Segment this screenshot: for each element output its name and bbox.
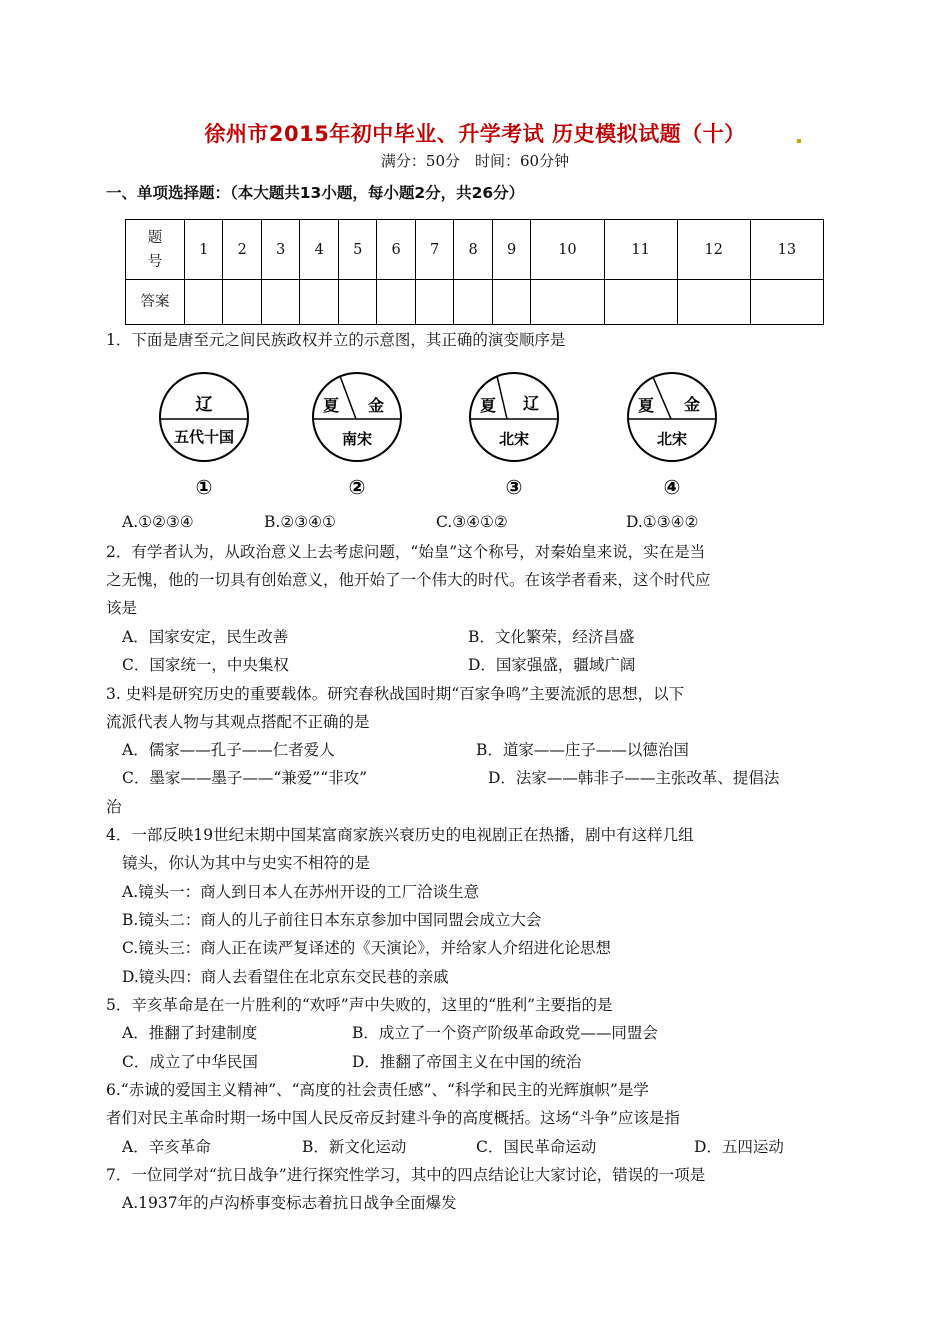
q1-option-c[interactable]: C.③④①② [436, 513, 508, 531]
answer-cell[interactable] [261, 280, 299, 325]
answer-cell[interactable] [531, 280, 604, 325]
region-bottom: 五代十国 [173, 428, 235, 446]
region-right: 辽 [522, 394, 540, 413]
region-bottom: 南宋 [341, 430, 373, 448]
q4-option-d[interactable]: D.镜头四：商人去看望住在北京东交民巷的亲戚 [122, 968, 449, 986]
number-cell: 11 [604, 220, 677, 280]
diagram-marker: ③ [505, 475, 523, 499]
q3-option-b[interactable]: B．道家——庄子——以德治国 [476, 741, 689, 759]
q5-option-a[interactable]: A．推翻了封建制度 [122, 1024, 258, 1042]
number-cell: 5 [338, 220, 376, 280]
header-label-b: 号 [147, 253, 163, 270]
answer-cell[interactable] [454, 280, 492, 325]
number-cell: 13 [750, 220, 823, 280]
region-right: 金 [367, 396, 385, 415]
yellow-mark [797, 139, 801, 143]
q2-option-b[interactable]: B．文化繁荣，经济昌盛 [468, 628, 635, 646]
number-cell: 8 [454, 220, 492, 280]
q1-option-a[interactable]: A.①②③④ [122, 513, 194, 531]
q3-stem-line2: 流派代表人物与其观点搭配不正确的是 [106, 713, 370, 731]
region-bottom: 北宋 [498, 430, 530, 448]
diagram-divider [497, 376, 507, 419]
q6-stem-line2: 者们对民主革命时期一场中国人民反帝反封建斗争的高度概括。这场“斗争”应该是指 [106, 1109, 680, 1127]
diagram-divider [653, 377, 671, 419]
q4-stem-line1: 4．一部反映19世纪末期中国某富商家族兴衰历史的电视剧正在热播，剧中有这样几组 [106, 826, 694, 844]
number-cell: 7 [415, 220, 453, 280]
q7-option-a[interactable]: A.1937年的卢沟桥事变标志着抗日战争全面爆发 [122, 1194, 457, 1212]
answer-table [125, 219, 824, 325]
q6-option-b[interactable]: B．新文化运动 [302, 1138, 407, 1156]
q6-stem-line1: 6.“赤诚的爱国主义精神”、“高度的社会责任感”、“科学和民主的光辉旗帜”是学 [106, 1081, 649, 1099]
q4-option-a[interactable]: A.镜头一：商人到日本人在苏州开设的工厂洽谈生意 [122, 883, 480, 901]
diagram-1 [157, 368, 253, 504]
diagram-marker: ① [195, 475, 213, 499]
header-cell [126, 220, 185, 280]
q2-option-a[interactable]: A．国家安定，民生改善 [122, 628, 289, 646]
q3-option-d-continued: 治 [106, 798, 122, 816]
q5-option-b[interactable]: B．成立了一个资产阶级革命政党——同盟会 [352, 1024, 658, 1042]
number-cell: 3 [261, 220, 299, 280]
header-label-a: 题 [147, 229, 163, 246]
answer-cell[interactable] [492, 280, 530, 325]
q1-option-b[interactable]: B.②③④① [264, 513, 336, 531]
answer-cell[interactable] [185, 280, 223, 325]
q5-option-c[interactable]: C．成立了中华民国 [122, 1053, 258, 1071]
section-heading: 一、单项选择题：（本大题共13小题，每小题2分，共26分） [106, 184, 525, 202]
q4-option-c[interactable]: C.镜头三：商人正在读严复译述的《天演论》，并给家人介绍进化论思想 [122, 939, 611, 957]
region-left: 夏 [322, 396, 340, 415]
answer-cell[interactable] [338, 280, 376, 325]
diagram-2 [310, 368, 406, 504]
answer-cell[interactable] [377, 280, 415, 325]
diagram-4 [625, 368, 721, 504]
q2-stem-line3: 该是 [106, 599, 138, 617]
diagram-marker: ④ [663, 475, 681, 499]
q3-option-d[interactable]: D．法家——韩非子——主张改革、提倡法 [488, 769, 780, 787]
region-left: 夏 [479, 396, 497, 415]
q2-option-c[interactable]: C．国家统一，中央集权 [122, 656, 289, 674]
diagram-circle [160, 373, 248, 461]
q2-stem-line1: 2．有学者认为，从政治意义上去考虑问题，“始皇”这个称号，对秦始皇来说，实在是当 [106, 543, 706, 561]
q6-option-d[interactable]: D．五四运动 [694, 1138, 784, 1156]
answer-cell[interactable] [750, 280, 823, 325]
q1-option-d[interactable]: D.①③④② [626, 513, 699, 531]
answer-cell[interactable] [300, 280, 338, 325]
q7-stem: 7．一位同学对“抗日战争”进行探究性学习，其中的四点结论让大家讨论，错误的一项是 [106, 1166, 706, 1184]
number-cell: 10 [531, 220, 604, 280]
diagram-3 [467, 368, 563, 504]
q3-option-c[interactable]: C．墨家——墨子——“兼爱”“非攻” [122, 769, 368, 787]
region-right: 金 [683, 395, 701, 414]
region-top: 辽 [195, 395, 213, 415]
q4-stem-line2: 镜头，你认为其中与史实不相符的是 [122, 854, 371, 872]
q6-option-a[interactable]: A．辛亥革命 [122, 1138, 211, 1156]
number-cell: 4 [300, 220, 338, 280]
q3-option-a[interactable]: A．儒家——孔子——仁者爱人 [122, 741, 335, 759]
q2-stem-line2: 之无愧，他的一切具有创始意义，他开始了一个伟大的时代。在该学者看来，这个时代应 [106, 571, 711, 589]
q3-stem-line1: 3. 史料是研究历史的重要载体。研究春秋战国时期“百家争鸣”主要流派的思想，以下 [106, 685, 685, 703]
diagram-divider [340, 376, 356, 419]
number-cell: 1 [185, 220, 223, 280]
q2-option-d[interactable]: D．国家强盛，疆域广阔 [468, 656, 636, 674]
number-cell: 2 [223, 220, 261, 280]
answer-cell[interactable] [677, 280, 750, 325]
answer-cell[interactable] [223, 280, 261, 325]
diagram-marker: ② [348, 475, 366, 499]
answer-cell[interactable] [415, 280, 453, 325]
exam-title: 徐州市2015年初中毕业、升学考试 历史模拟试题（十） [204, 122, 746, 146]
number-cell: 6 [377, 220, 415, 280]
exam-subtitle: 满分：50分 时间：60分钟 [380, 152, 570, 170]
q4-option-b[interactable]: B.镜头二：商人的儿子前往日本东京参加中国同盟会成立大会 [122, 911, 542, 929]
q5-stem: 5．辛亥革命是在一片胜利的“欢呼”声中失败的，这里的“胜利”主要指的是 [106, 996, 613, 1014]
region-bottom: 北宋 [656, 430, 688, 448]
q1-stem: 1．下面是唐至元之间民族政权并立的示意图，其正确的演变顺序是 [106, 331, 566, 349]
number-cell: 12 [677, 220, 750, 280]
answer-label-cell: 答案 [126, 280, 185, 325]
answer-cell[interactable] [604, 280, 677, 325]
q6-option-c[interactable]: C．国民革命运动 [476, 1138, 597, 1156]
region-left: 夏 [637, 396, 655, 415]
number-cell: 9 [492, 220, 530, 280]
q5-option-d[interactable]: D．推翻了帝国主义在中国的统治 [352, 1053, 582, 1071]
